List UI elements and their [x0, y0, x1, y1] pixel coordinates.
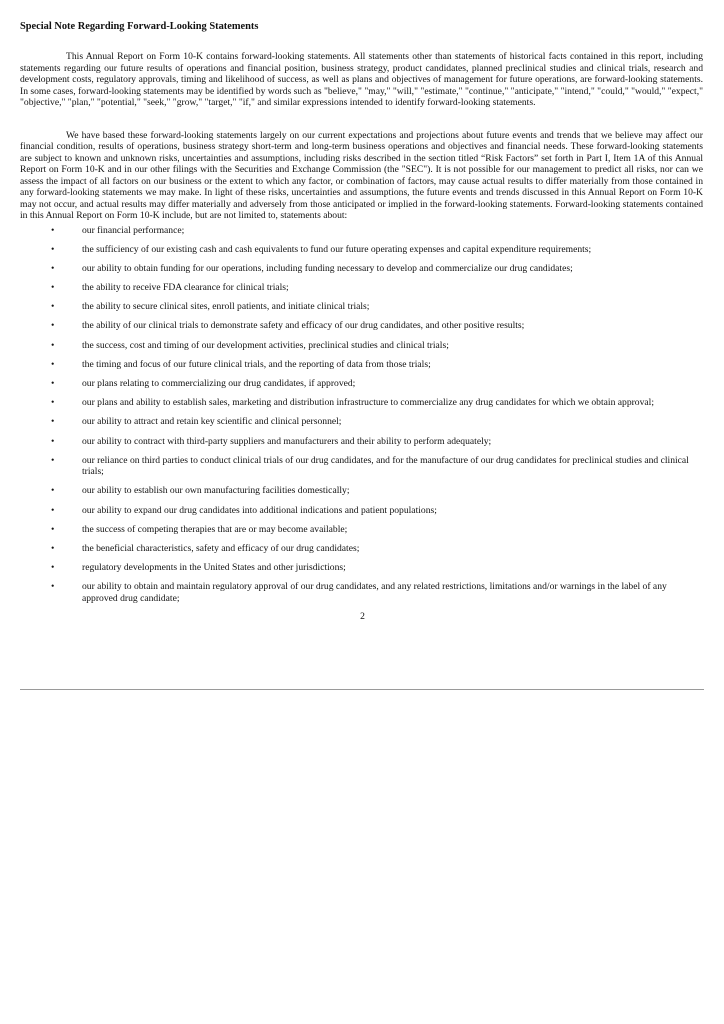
- bullet-mark: •: [51, 224, 55, 236]
- bullet-mark: •: [51, 581, 55, 593]
- bullet-mark: •: [51, 504, 55, 516]
- basis-paragraph: We have based these forward-looking statements largely on our current expectations and projections about future events and trends that we believe may affect our financial condition, results of operations, business strategy short-term and long-term business operations and objectives and financial needs. These forward-looking statements are subject to known and unknown risks, uncertainties and assumptions, including risks described in the section titled “Risk Factors” set forth in Part I, Item 1A of this Annual Report on Form 10-K and in our other filings with the Securities and Exchange Commission (the "SEC"). It is not possible for our management to predict all risks, nor can we assess the impact of all factors on our business or the extent to which any factor, or combination of factors, may cause actual results to differ materially from those contained in any forward-looking statements we may make. In light of these risks, uncertainties and assumptions, the future events and trends discussed in this Annual Report on Form 10-K may not occur, and actual results may differ materially and adversely from those anticipated or implied in the forward-looking statements. Forward-looking statements contained in this Annual Report on Form 10-K include, but are not limited to, statements about:: [20, 129, 703, 221]
- bullet-mark: •: [51, 320, 55, 332]
- bullet-text: our plans relating to commercializing our drug candidates, if approved;: [82, 378, 356, 389]
- bullet-text: our ability to obtain and maintain regulatory approval of our drug candidates, and any related restrictions, limitations and/or warnings in the label of any approved drug candidate;: [82, 581, 667, 604]
- bullet-mark: •: [51, 543, 55, 554]
- bullet-mark: •: [51, 301, 55, 313]
- bullet-item: [20, 524, 703, 536]
- bullet-text: the ability of our clinical trials to demonstrate safety and efficacy of our drug candidates, and other positive results;: [82, 320, 525, 332]
- bullet-item: [20, 455, 703, 478]
- bullet-text: our ability to expand our drug candidates into additional indications and patient populations;: [82, 504, 437, 516]
- bullet-item: [20, 359, 703, 371]
- bullet-mark: •: [51, 435, 55, 447]
- bullet-text: our ability to obtain funding for our operations, including funding necessary to develop and commercialize our drug candidates;: [82, 262, 573, 274]
- bullet-item: [20, 320, 703, 332]
- bullet-item: [20, 505, 703, 517]
- bullet-item: [20, 416, 703, 428]
- bullet-text: our ability to contract with third-party suppliers and manufacturers and their ability to perform adequately;: [82, 435, 492, 447]
- bullet-text: our reliance on third parties to conduct clinical trials of our drug candidates, and for the manufacture of our drug candidates for preclinical studies and clinical trials;: [82, 454, 689, 478]
- bullet-item: [20, 225, 703, 237]
- bullet-item: [20, 263, 703, 275]
- bullet-item: [20, 340, 703, 352]
- document-page: [20, 20, 703, 623]
- bullet-text: the beneficial characteristics, safety and efficacy of our drug candidates;: [82, 543, 360, 554]
- bullet-mark: •: [51, 485, 55, 497]
- bullet-mark: •: [51, 282, 55, 294]
- bullet-text: the success of competing therapies that are or may become available;: [82, 523, 348, 535]
- page-number: 2: [360, 611, 365, 623]
- bullet-item: [20, 397, 703, 409]
- forward-looking-bullet-list: [20, 225, 703, 605]
- bullet-text: the ability to secure clinical sites, enroll patients, and initiate clinical trials;: [82, 301, 370, 313]
- bullet-mark: •: [51, 262, 55, 274]
- bullet-mark: •: [51, 339, 55, 351]
- bullet-mark: •: [51, 397, 55, 409]
- bullet-item: [20, 378, 703, 390]
- intro-paragraph: This Annual Report on Form 10-K contains forward-looking statements. All statements other than statements of historical facts contained in this report, including statements regarding our future results of operations and financial position, business strategy, product candidates, planned preclinical studies and clinical trials, research and development costs, regulatory approvals, timing and likelihood of success, as well as plans and objectives of management for future operations, are forward-looking statements. In some cases, forward-looking statements may be identified by words such as "believe," "may," "will," "estimate," "continue," "anticipate," "intend," "could," "would," "expect," "objective," "plan," "potential," "seek," "grow," "target," "if," and similar expressions intended to identify forward-looking statements.: [20, 51, 704, 108]
- bullet-text: our plans and ability to establish sales, marketing and distribution infrastructure to commercialize any drug candidates for which we obtain approval;: [82, 397, 654, 409]
- bullet-item: [20, 244, 703, 256]
- bullet-text: the sufficiency of our existing cash and cash equivalents to fund our future operating expenses and capital expenditure requirements;: [82, 243, 592, 255]
- bullet-text: the ability to receive FDA clearance for clinical trials;: [82, 282, 289, 294]
- bullet-mark: •: [51, 454, 55, 466]
- bullet-item: [20, 562, 703, 574]
- bullet-item: [20, 282, 703, 294]
- section-title: Special Note Regarding Forward-Looking Statements: [20, 21, 259, 32]
- bullet-mark: •: [51, 562, 55, 574]
- bullet-text: regulatory developments in the United States and other jurisdictions;: [82, 562, 346, 574]
- bullet-mark: •: [51, 523, 55, 535]
- bullet-mark: •: [51, 416, 55, 428]
- bullet-text: our ability to establish our own manufacturing facilities domestically;: [82, 485, 350, 497]
- bullet-item: [20, 581, 703, 604]
- bullet-item: [20, 543, 703, 555]
- bullet-text: the timing and focus of our future clinical trials, and the reporting of data from those trials;: [82, 358, 431, 370]
- bullet-text: our financial performance;: [82, 224, 185, 236]
- bullet-item: [20, 436, 703, 448]
- bullet-mark: •: [51, 358, 55, 370]
- bullet-item: [20, 485, 703, 497]
- page-divider: [20, 689, 704, 690]
- bullet-mark: •: [51, 378, 55, 389]
- bullet-text: the success, cost and timing of our development activities, preclinical studies and clinical trials;: [82, 339, 449, 351]
- bullet-mark: •: [51, 243, 55, 255]
- bullet-text: our ability to attract and retain key scientific and clinical personnel;: [82, 416, 342, 428]
- bullet-item: [20, 301, 703, 313]
